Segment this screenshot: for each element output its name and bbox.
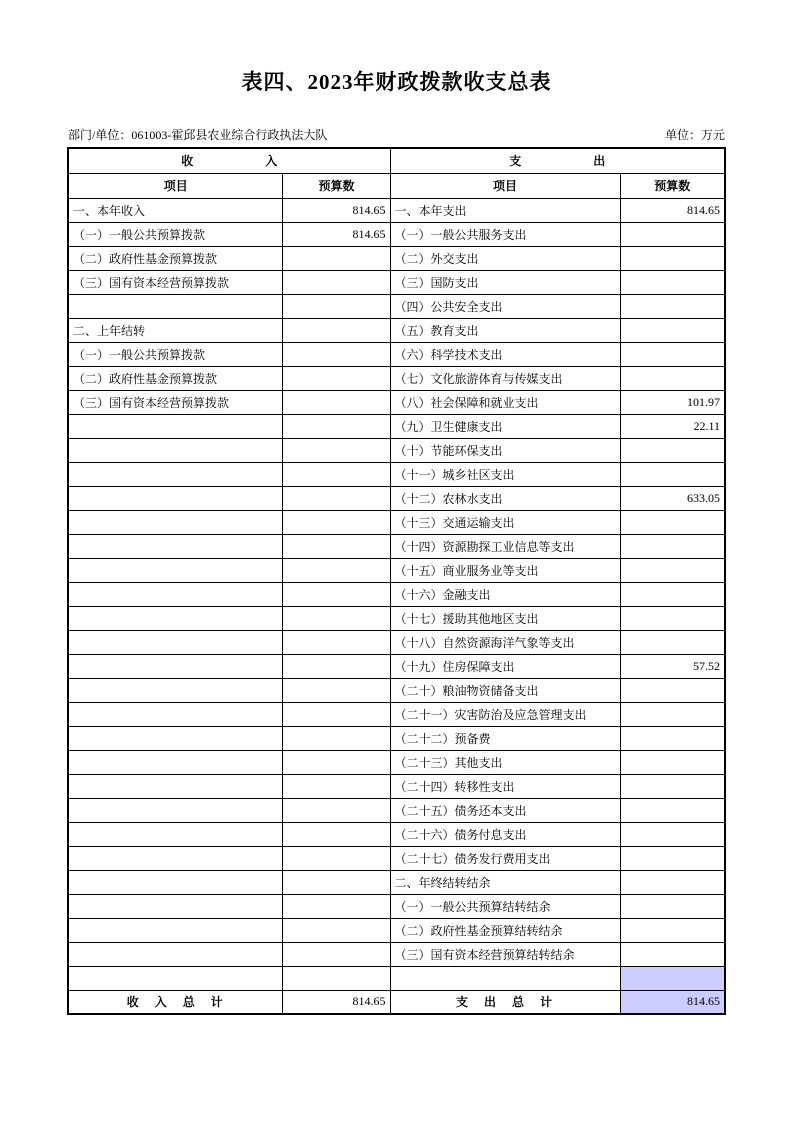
expense-section-header: 支 出 — [390, 148, 725, 173]
income-item-cell — [68, 846, 283, 870]
expense-value-cell — [620, 678, 725, 702]
income-item-cell: （三）国有资本经营预算拨款 — [68, 390, 283, 414]
table-row — [68, 390, 725, 414]
income-item-cell — [68, 462, 283, 486]
income-item-cell — [68, 918, 283, 942]
expense-value-cell: 57.52 — [620, 654, 725, 678]
expense-item-cell: （十八）自然资源海洋气象等支出 — [390, 630, 620, 654]
expense-item-cell: （十九）住房保障支出 — [390, 654, 620, 678]
expense-item-cell: （二十七）债务发行费用支出 — [390, 846, 620, 870]
table-row — [68, 294, 725, 318]
table-row — [68, 678, 725, 702]
expense-item-cell: （一）一般公共预算结转结余 — [390, 894, 620, 918]
table-row — [68, 414, 725, 438]
expense-item-cell: （八）社会保障和就业支出 — [390, 390, 620, 414]
table-row — [68, 486, 725, 510]
expense-value-cell — [620, 750, 725, 774]
expense-value-cell — [620, 726, 725, 750]
income-value-cell — [283, 318, 390, 342]
expense-item-cell: （二十一）灾害防治及应急管理支出 — [390, 702, 620, 726]
total-row — [68, 990, 725, 1014]
table-row — [68, 510, 725, 534]
expense-item-cell: （二）政府性基金预算结转结余 — [390, 918, 620, 942]
expense-item-cell: （二十二）预备费 — [390, 726, 620, 750]
expense-value-cell — [620, 510, 725, 534]
expense-item-cell: （九）卫生健康支出 — [390, 414, 620, 438]
income-item-cell — [68, 582, 283, 606]
income-value-cell — [283, 918, 390, 942]
income-value-cell — [283, 822, 390, 846]
expense-value-cell — [620, 318, 725, 342]
income-value-cell — [283, 534, 390, 558]
expense-value-cell — [620, 606, 725, 630]
expense-item-cell: （七）文化旅游体育与传媒支出 — [390, 366, 620, 390]
income-item-cell — [68, 726, 283, 750]
table-row — [68, 918, 725, 942]
table-row — [68, 726, 725, 750]
expense-value-cell: 814.65 — [620, 198, 725, 222]
table-row — [68, 198, 725, 222]
income-value-cell — [283, 246, 390, 270]
table-row — [68, 966, 725, 990]
table-row — [68, 894, 725, 918]
table-row — [68, 870, 725, 894]
expense-item-cell: （二十六）债务付息支出 — [390, 822, 620, 846]
table-row — [68, 270, 725, 294]
income-value-cell — [283, 870, 390, 894]
income-total-value: 814.65 — [283, 990, 390, 1014]
expense-value-cell — [620, 942, 725, 966]
income-item-cell — [68, 750, 283, 774]
expense-item-cell: （十三）交通运输支出 — [390, 510, 620, 534]
income-budget-column-header: 预算数 — [283, 173, 390, 198]
income-item-cell: 一、本年收入 — [68, 198, 283, 222]
income-item-column-header: 项目 — [68, 173, 283, 198]
income-item-cell — [68, 774, 283, 798]
income-value-cell — [283, 774, 390, 798]
table-row — [68, 342, 725, 366]
table-row — [68, 222, 725, 246]
income-value-cell — [283, 630, 390, 654]
income-value-cell — [283, 414, 390, 438]
income-value-cell — [283, 654, 390, 678]
expense-item-cell: （十二）农林水支出 — [390, 486, 620, 510]
expense-item-column-header: 项目 — [390, 173, 620, 198]
table-row — [68, 798, 725, 822]
expense-item-cell: （二十五）债务还本支出 — [390, 798, 620, 822]
expense-value-cell — [620, 342, 725, 366]
income-item-cell — [68, 606, 283, 630]
table-row — [68, 606, 725, 630]
table-body — [68, 198, 725, 990]
expense-value-cell — [620, 222, 725, 246]
table-row — [68, 582, 725, 606]
income-value-cell — [283, 438, 390, 462]
income-item-cell — [68, 414, 283, 438]
income-value-cell — [283, 726, 390, 750]
expense-value-cell — [620, 822, 725, 846]
expense-total-label: 支 出 总 计 — [390, 990, 620, 1014]
expense-value-cell — [620, 630, 725, 654]
table-row — [68, 942, 725, 966]
table-row — [68, 846, 725, 870]
income-value-cell — [283, 798, 390, 822]
expense-value-cell — [620, 270, 725, 294]
expense-item-cell: （三）国有资本经营预算结转结余 — [390, 942, 620, 966]
income-item-cell — [68, 534, 283, 558]
income-item-cell — [68, 942, 283, 966]
income-item-cell — [68, 294, 283, 318]
table-row — [68, 534, 725, 558]
income-value-cell — [283, 462, 390, 486]
currency-unit-label: 单位：万元 — [664, 128, 725, 142]
expense-value-cell: 22.11 — [620, 414, 725, 438]
income-item-cell — [68, 894, 283, 918]
expense-value-cell — [620, 918, 725, 942]
expense-item-cell: （一）一般公共服务支出 — [390, 222, 620, 246]
expense-value-cell — [620, 246, 725, 270]
income-value-cell: 814.65 — [283, 222, 390, 246]
expense-total-value: 814.65 — [620, 990, 725, 1014]
expense-item-cell: 一、本年支出 — [390, 198, 620, 222]
income-value-cell — [283, 366, 390, 390]
income-value-cell — [283, 558, 390, 582]
expense-value-cell — [620, 438, 725, 462]
expense-item-cell: （十五）商业服务业等支出 — [390, 558, 620, 582]
income-item-cell — [68, 486, 283, 510]
income-item-cell — [68, 510, 283, 534]
expense-item-cell: （十）节能环保支出 — [390, 438, 620, 462]
income-item-cell — [68, 630, 283, 654]
expense-value-cell — [620, 774, 725, 798]
expense-value-cell — [620, 966, 725, 990]
income-item-cell — [68, 822, 283, 846]
income-value-cell — [283, 606, 390, 630]
section-header-row — [68, 148, 725, 173]
expense-budget-column-header: 预算数 — [620, 173, 725, 198]
expense-value-cell — [620, 894, 725, 918]
expense-value-cell — [620, 798, 725, 822]
income-value-cell — [283, 702, 390, 726]
income-value-cell — [283, 846, 390, 870]
income-item-cell: （一）一般公共预算拨款 — [68, 222, 283, 246]
expense-value-cell — [620, 702, 725, 726]
income-value-cell — [283, 294, 390, 318]
table-row — [68, 750, 725, 774]
income-value-cell — [283, 966, 390, 990]
meta-row — [68, 126, 725, 143]
expense-item-cell: （四）公共安全支出 — [390, 294, 620, 318]
income-value-cell: 814.65 — [283, 198, 390, 222]
income-item-cell — [68, 966, 283, 990]
income-value-cell — [283, 342, 390, 366]
income-item-cell: （一）一般公共预算拨款 — [68, 342, 283, 366]
income-total-label: 收 入 总 计 — [68, 990, 283, 1014]
expense-value-cell — [620, 366, 725, 390]
table-row — [68, 702, 725, 726]
table-row — [68, 462, 725, 486]
expense-item-cell: （二）外交支出 — [390, 246, 620, 270]
income-value-cell — [283, 510, 390, 534]
income-value-cell — [283, 942, 390, 966]
income-item-cell — [68, 798, 283, 822]
expense-item-cell: （二十）粮油物资储备支出 — [390, 678, 620, 702]
table-row — [68, 630, 725, 654]
income-item-cell — [68, 870, 283, 894]
table-row — [68, 654, 725, 678]
income-item-cell: （二）政府性基金预算拨款 — [68, 366, 283, 390]
income-item-cell: （二）政府性基金预算拨款 — [68, 246, 283, 270]
income-item-cell — [68, 438, 283, 462]
expense-item-cell: 二、年终结转结余 — [390, 870, 620, 894]
income-item-cell — [68, 702, 283, 726]
expense-item-cell: （二十四）转移性支出 — [390, 774, 620, 798]
income-value-cell — [283, 894, 390, 918]
expense-value-cell — [620, 462, 725, 486]
expense-value-cell — [620, 846, 725, 870]
expense-value-cell — [620, 534, 725, 558]
income-item-cell — [68, 654, 283, 678]
expense-item-cell: （六）科学技术支出 — [390, 342, 620, 366]
income-item-cell — [68, 678, 283, 702]
expense-item-cell: （三）国防支出 — [390, 270, 620, 294]
table-row — [68, 438, 725, 462]
expense-item-cell — [390, 966, 620, 990]
income-value-cell — [283, 390, 390, 414]
expense-value-cell: 101.97 — [620, 390, 725, 414]
income-value-cell — [283, 750, 390, 774]
expense-value-cell — [620, 870, 725, 894]
page-title: 表四、2023年财政拨款收支总表 — [241, 70, 552, 94]
table-row — [68, 822, 725, 846]
table-row — [68, 558, 725, 582]
budget-table — [67, 147, 726, 1015]
table-row — [68, 774, 725, 798]
expense-item-cell: （十七）援助其他地区支出 — [390, 606, 620, 630]
table-row — [68, 366, 725, 390]
expense-value-cell: 633.05 — [620, 486, 725, 510]
expense-item-cell: （十一）城乡社区支出 — [390, 462, 620, 486]
expense-item-cell: （五）教育支出 — [390, 318, 620, 342]
department-unit-label: 部门/单位：061003-霍邱县农业综合行政执法大队 — [68, 128, 328, 142]
column-header-row — [68, 173, 725, 198]
expense-value-cell — [620, 294, 725, 318]
income-item-cell: 二、上年结转 — [68, 318, 283, 342]
expense-item-cell: （十四）资源勘探工业信息等支出 — [390, 534, 620, 558]
income-section-header: 收 入 — [68, 148, 390, 173]
table-row — [68, 318, 725, 342]
income-value-cell — [283, 582, 390, 606]
income-value-cell — [283, 486, 390, 510]
table-row — [68, 246, 725, 270]
expense-value-cell — [620, 582, 725, 606]
income-item-cell: （三）国有资本经营预算拨款 — [68, 270, 283, 294]
expense-item-cell: （二十三）其他支出 — [390, 750, 620, 774]
income-value-cell — [283, 678, 390, 702]
expense-value-cell — [620, 558, 725, 582]
income-item-cell — [68, 558, 283, 582]
income-value-cell — [283, 270, 390, 294]
expense-item-cell: （十六）金融支出 — [390, 582, 620, 606]
